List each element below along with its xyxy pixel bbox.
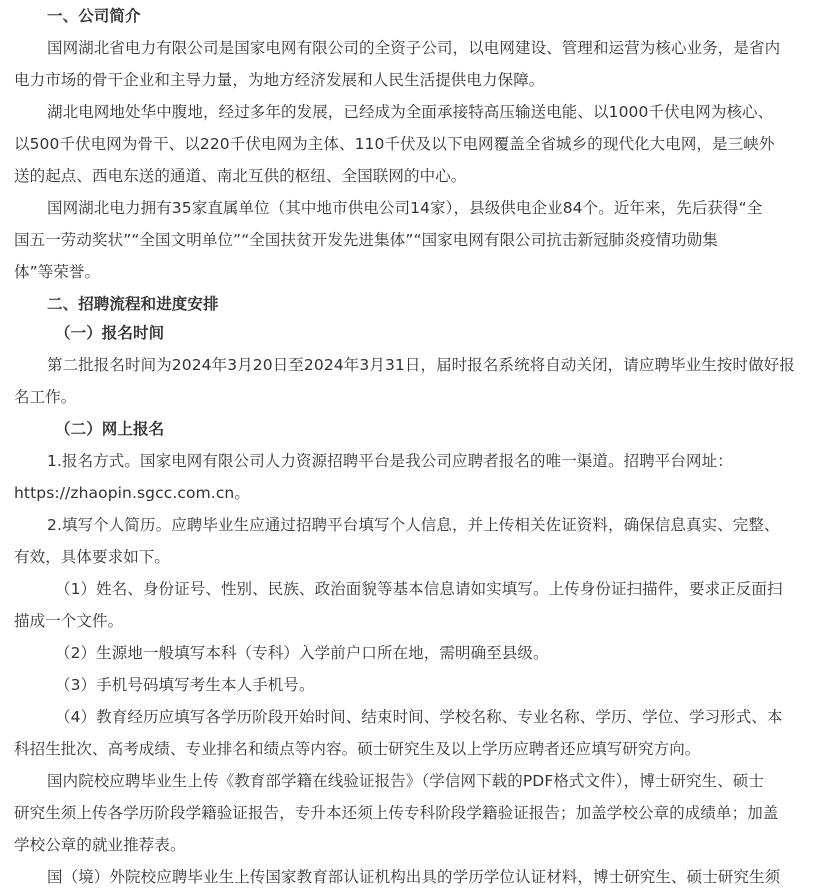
paragraph-line: 以500千伏电网为骨干、以220千伏电网为主体、110千伏及以下电网覆盖全省城乡的现代化大电网，是三峡外 (14, 135, 775, 153)
paragraph-line: 研究生须上传各学历阶段学籍验证报告，专升本还须上传专科阶段学籍验证报告；加盖学校公章的成绩单；加盖 (14, 804, 779, 822)
paragraph-line: 国网湖北省电力有限公司是国家电网有限公司的全资子公司，以电网建设、管理和运营为核心业务，是省内 (47, 39, 781, 57)
paragraph-line: 湖北电网地处华中腹地，经过多年的发展，已经成为全面承接特高压输送电能、以1000千伏电网为核心、 (47, 103, 774, 121)
paragraph-line: 国网湖北电力拥有35家直属单位（其中地市供电公司14家），县级供电企业84个。近年来，先后获得“全 (47, 199, 763, 217)
subheading-registration-time: （一）报名时间 (55, 323, 165, 342)
list-item: （2）生源地一般填写本科（专科）入学前户口所在地，需明确至县级。 (55, 644, 549, 662)
paragraph-line: 名工作。 (14, 388, 77, 406)
paragraph-line: 描成一个文件。 (14, 612, 124, 630)
list-item: （3）手机号码填写考生本人手机号。 (55, 676, 315, 694)
paragraph-line: 科招生批次、高考成绩、专业排名和绩点等内容。硕士研究生及以上学历应聘者还应填写研究方向。 (14, 740, 701, 758)
list-item: （1）姓名、身份证号、性别、民族、政治面貌等基本信息请如实填写。上传身份证扫描件，要求正反面扫 (55, 580, 783, 598)
paragraph-line: 学校公章的就业推荐表。 (14, 836, 186, 854)
paragraph-line: 国五一劳动奖状”“全国文明单位”“全国扶贫开发先进集体”“国家电网有限公司抗击新冠肺炎疫情功勋集 (14, 231, 718, 249)
paragraph-line: 有效，具体要求如下。 (14, 548, 171, 566)
paragraph-line: 电力市场的骨干企业和主导力量，为地方经济发展和人民生活提供电力保障。 (14, 71, 545, 89)
paragraph-line: 1.报名方式。国家电网有限公司人力资源招聘平台是我公司应聘者报名的唯一渠道。招聘平台网址： (47, 452, 733, 470)
paragraph-line: 国（境）外院校应聘毕业生上传国家教育部认证机构出具的学历学位认证材料，博士研究生、硕士研究生须 (47, 868, 781, 886)
paragraph-line: 2.填写个人简历。应聘毕业生应通过招聘平台填写个人信息，并上传相关佐证资料，确保信息真实、完整、 (47, 516, 780, 534)
paragraph-line: 体”等荣誉。 (14, 263, 101, 281)
paragraph-line: 国内院校应聘毕业生上传《教育部学籍在线验证报告》（学信网下载的PDF格式文件），博士研究生、硕士 (47, 772, 765, 790)
paragraph-line: 第二批报名时间为2024年3月20日至2024年3月31日，届时报名系统将自动关闭，请应聘毕业生按时做好报 (47, 356, 795, 374)
subheading-online-registration: （二）网上报名 (55, 419, 165, 438)
section-heading-recruitment-process: 二、招聘流程和进度安排 (47, 295, 219, 313)
paragraph-line: 送的起点、西电东送的通道、南北互供的枢纽、全国联网的中心。 (14, 167, 467, 185)
section-heading-company-intro: 一、公司简介 (47, 7, 141, 25)
list-item: （4）教育经历应填写各学历阶段开始时间、结束时间、学校名称、专业名称、学历、学位、学习形式、本 (55, 708, 783, 726)
recruitment-url-text: https://zhaopin.sgcc.com.cn。 (14, 484, 250, 502)
